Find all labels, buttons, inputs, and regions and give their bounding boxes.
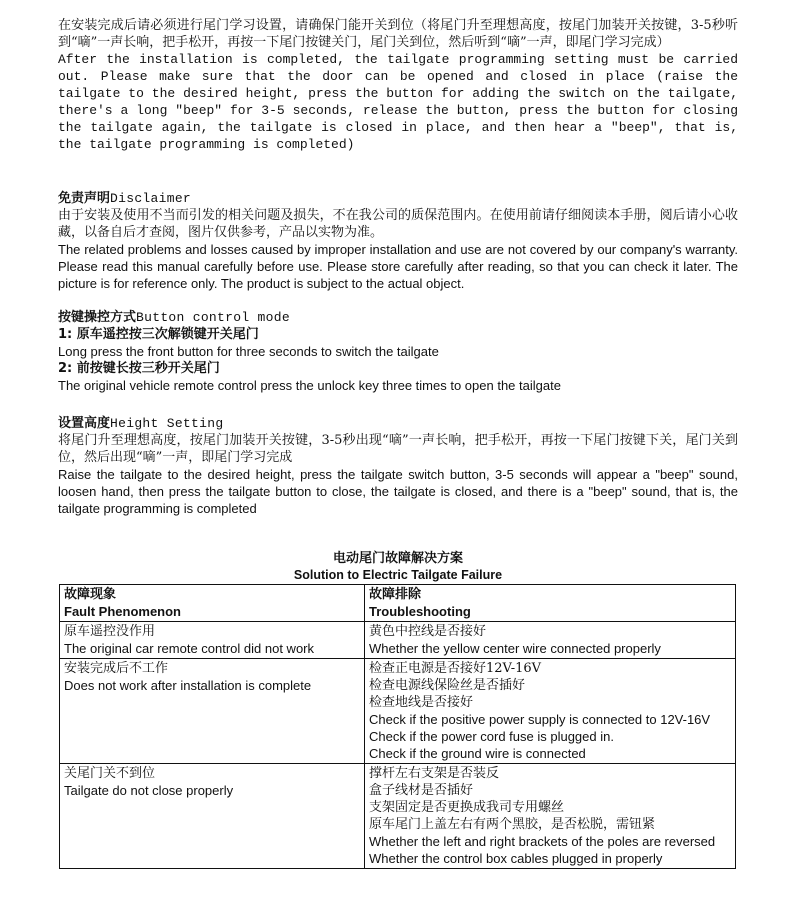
height-setting-title-en: Height Setting [110, 416, 224, 431]
fix-cell [365, 764, 736, 869]
fault-cell [60, 622, 365, 659]
programming-en: After the installation is completed, the tailgate programming setting must be carried out. Please make sure that the door can be opened and closed in place (raise the tailgate to the desired height, press the button for adding the switch on the tailgate, there's a long "beep" for 3-5 seconds, release the button, press the button for closing the tailgate again, the tailgate is closed in place, and then hear a "beep", that is, the tailgate programming is completed) [58, 52, 738, 152]
fault-cell [60, 659, 365, 764]
header-fault-en: Fault Phenomenon [64, 604, 181, 619]
fix-zh: 黄色中控线是否接好 [369, 624, 487, 639]
fix-en: Check if the power cord fuse is plugged in. [369, 729, 614, 744]
fix-zh: 检查地线是否接好 [369, 695, 474, 710]
button-control-title [58, 308, 738, 326]
fault-en: Tailgate do not close properly [64, 783, 234, 798]
fix-zh: 盒子线材是否插好 [369, 783, 474, 798]
fix-en: Check if the positive power supply is connected to 12V-16V [369, 712, 711, 727]
fix-zh: 检查正电源是否接好12V-16V [369, 661, 542, 676]
button-control-item2-en: The original vehicle remote control press the unlock key three times to open the tailgate [58, 378, 561, 393]
table-header-row [60, 585, 736, 622]
programming-zh: 在安装完成后请必须进行尾门学习设置，请确保门能开关到位（将尾门升至理想高度，按尾门加装开关按键，3-5秒听到“嘀”一声长响，把手松开，再按一下尾门按键关门，尾门关到位，然后听到“嘀”一声，即尾门学习完成） [58, 18, 738, 50]
fault-cell [60, 764, 365, 869]
header-fault-cell [60, 585, 365, 622]
header-fault-zh: 故障现象 [64, 587, 117, 602]
table-row [60, 764, 736, 869]
disclaimer-title-zh: 免责声明 [58, 191, 111, 206]
disclaimer-zh: 由于安装及使用不当而引发的相关问题及损失，不在我公司的质保范围内。在使用前请仔细阅读本手册，阅后请小心收藏，以备自后才查阅，图片仅供参考，产品以实物为准。 [58, 208, 738, 240]
table-row [60, 622, 736, 659]
fix-cell [365, 659, 736, 764]
button-control-item2-zh: 2: 前按键长按三秒开关尾门 [58, 361, 220, 376]
fault-zh: 原车遥控没作用 [64, 624, 156, 639]
fault-en: Does not work after installation is complete [64, 678, 312, 693]
button-control-item1-en: Long press the front button for three seconds to switch the tailgate [58, 344, 439, 359]
fix-cell [365, 622, 736, 659]
troubleshooting-table [59, 584, 736, 869]
fix-zh: 支架固定是否更换成我司专用螺丝 [369, 800, 565, 815]
table-row [60, 659, 736, 764]
fix-en: Check if the ground wire is connected [369, 746, 586, 761]
fault-zh: 安装完成后不工作 [64, 661, 169, 676]
button-control-section [58, 308, 738, 394]
fix-zh: 撑杆左右支架是否装反 [369, 766, 500, 781]
button-control-title-en: Button control mode [136, 310, 290, 325]
disclaimer-title-en: Disclaimer [110, 191, 192, 206]
disclaimer-title [58, 189, 738, 207]
fix-zh: 检查电源线保险丝是否插好 [369, 678, 526, 693]
fix-en: Whether the left and right brackets of the poles are reversed [369, 834, 716, 849]
height-setting-en: Raise the tailgate to the desired height, press the tailgate switch button, 3-5 seconds will appear a "beep" sound, loosen hand, then press the tailgate button to close, the tailgate is closed, and there is a "beep" sound, that is, the tailgate programming is completed [58, 467, 738, 516]
fix-en: Whether the control box cables plugged in properly [369, 851, 663, 866]
fix-en: Whether the yellow center wire connected properly [369, 641, 661, 656]
header-fix-en: Troubleshooting [369, 604, 471, 619]
fix-zh: 原车尾门上盖左右有两个黑胶，是否松脱，需钮紧 [369, 817, 656, 832]
button-control-item1-zh: 1: 原车遥控按三次解锁键开关尾门 [58, 327, 259, 342]
height-setting-title [58, 414, 738, 432]
height-setting-title-zh: 设置高度 [58, 416, 111, 431]
height-setting-zh: 将尾门升至理想高度，按尾门加装开关按键，3-5秒出现“嘀”一声长响，把手松开，再按一下尾门按键下关，尾门关到位，然后出现“嘀”一声，即尾门学习完成 [58, 433, 738, 465]
disclaimer-en: The related problems and losses caused by improper installation and use are not covered by our company's warranty. Please read this manual carefully before use. Please store carefully after reading, so that you can check it later. The picture is for reference only. The product is subject to the actual object. [58, 242, 738, 291]
disclaimer-section [58, 189, 738, 292]
programming-section [58, 17, 738, 153]
fault-zh: 关尾门关不到位 [64, 766, 156, 781]
height-setting-section [58, 414, 738, 517]
header-fix-zh: 故障排除 [369, 587, 422, 602]
fault-en: The original car remote control did not work [64, 641, 315, 656]
table-title-zh: 电动尾门故障解决方案 [332, 551, 463, 566]
table-title [58, 550, 738, 584]
header-fix-cell [365, 585, 736, 622]
button-control-title-zh: 按键操控方式 [58, 310, 137, 325]
table-title-en: Solution to Electric Tailgate Failure [293, 568, 503, 582]
